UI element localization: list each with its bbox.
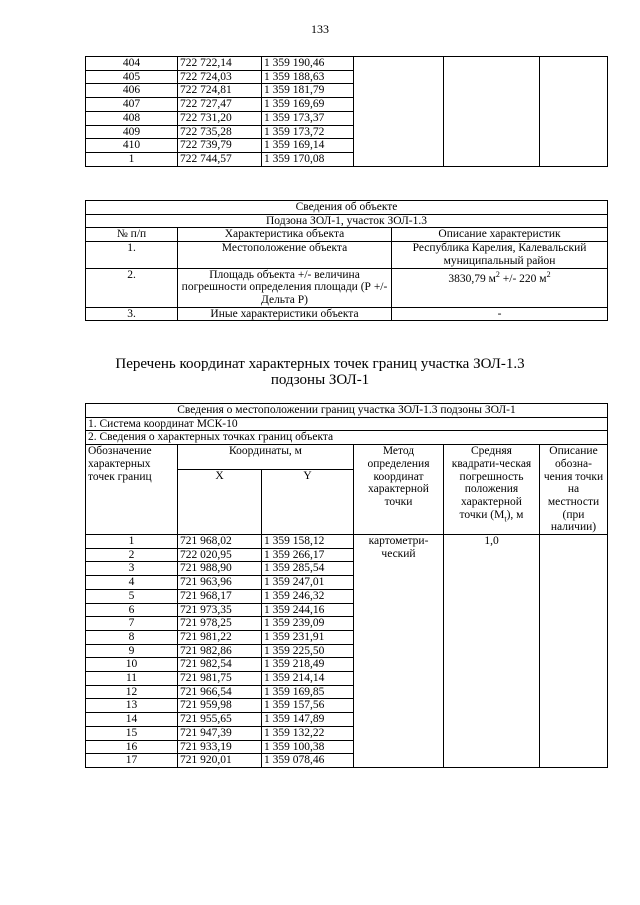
table-row: 409 722 735,28 1 359 173,72: [86, 125, 608, 139]
table-row: 17 721 920,01 1 359 078,46: [86, 754, 608, 768]
table-row: 410 722 739,79 1 359 169,14: [86, 139, 608, 153]
table-row: 13 721 959,98 1 359 157,56: [86, 699, 608, 713]
coords-table-title: Сведения о местоположении границ участка ЗОЛ-1.3 подзоны ЗОЛ-1: [86, 404, 608, 418]
table-row: 406 722 724,81 1 359 181,79: [86, 84, 608, 98]
header-error: Средняя квадрати-ческая погрешность положения характерной точки $(M_t)$, м: [444, 445, 540, 535]
table-row: 15 721 947,39 1 359 132,22: [86, 726, 608, 740]
table-row: 1 722 744,57 1 359 170,08: [86, 152, 608, 166]
points-section-label: 2. Сведения о характерных точках границ объекта: [86, 431, 608, 445]
table-row: 5 721 968,17 1 359 246,32: [86, 589, 608, 603]
table-row: 407 722 727,47 1 359 169,69: [86, 98, 608, 112]
boundary-coordinates-table: [85, 403, 608, 768]
table-row: 11 721 981,75 1 359 214,14: [86, 672, 608, 686]
method-value: картометри-ческий: [354, 535, 444, 768]
header-y: Y: [262, 470, 354, 535]
header-characteristic: Характеристика объекта: [178, 228, 392, 242]
header-method: Метод определения координат характерной точки: [354, 445, 444, 535]
object-info-row: 1. Местоположение объекта Республика Карелия, Калевальский муниципальный район: [86, 242, 608, 268]
coordinate-system: 1. Система координат МСК-10: [86, 417, 608, 431]
section-heading: Перечень координат характерных точек границ участка ЗОЛ-1.3 подзоны ЗОЛ-1: [115, 356, 525, 388]
object-info-subtitle: Подзона ЗОЛ-1, участок ЗОЛ-1.3: [86, 214, 608, 228]
page-number: 133: [311, 22, 329, 36]
object-info-row: 2. Площадь объекта +/- величина погрешности определения площади (Р +/- Дельта Р) 3830,79 $м^2$ +/- 220 $м^2$: [86, 268, 608, 307]
header-coordinates: Координаты, м: [178, 445, 354, 470]
table-row: 4 721 963,96 1 359 247,01: [86, 576, 608, 590]
table-row: 1 721 968,02 1 359 158,12 картометри-ческий 1,0: [86, 535, 608, 549]
header-x: X: [178, 470, 262, 535]
object-info-row: 3. Иные характеристики объекта -: [86, 307, 608, 321]
header-description: Описание характеристик: [392, 228, 608, 242]
coordinates-continuation-table: [85, 56, 608, 167]
table-row: 14 721 955,65 1 359 147,89: [86, 713, 608, 727]
table-row: 8 721 981,22 1 359 231,91: [86, 630, 608, 644]
table-row: 408 722 731,20 1 359 173,37: [86, 111, 608, 125]
error-value: 1,0: [444, 535, 540, 768]
table-row: 3 721 988,90 1 359 285,54: [86, 562, 608, 576]
header-designation: Обозначение характерных точек границ: [86, 445, 178, 535]
table-row: 405 722 724,03 1 359 188,63: [86, 70, 608, 84]
header-num: № п/п: [86, 228, 178, 242]
table-row: 16 721 933,19 1 359 100,38: [86, 740, 608, 754]
table-row: 2 722 020,95 1 359 266,17: [86, 548, 608, 562]
table-row: 7 721 978,25 1 359 239,09: [86, 617, 608, 631]
header-description: Описание обозна-чения точки на местности (при наличии): [540, 445, 608, 535]
table-row: 9 721 982,86 1 359 225,50: [86, 644, 608, 658]
object-info-title: Сведения об объекте: [86, 201, 608, 215]
table-row: 12 721 966,54 1 359 169,85: [86, 685, 608, 699]
table-row: 6 721 973,35 1 359 244,16: [86, 603, 608, 617]
table-row: 404 722 722,14 1 359 190,46: [86, 57, 608, 71]
table-row: 10 721 982,54 1 359 218,49: [86, 658, 608, 672]
area-value: 3830,79 $м^2$ +/- 220 $м^2$: [392, 268, 608, 307]
object-info-table: [85, 200, 608, 321]
